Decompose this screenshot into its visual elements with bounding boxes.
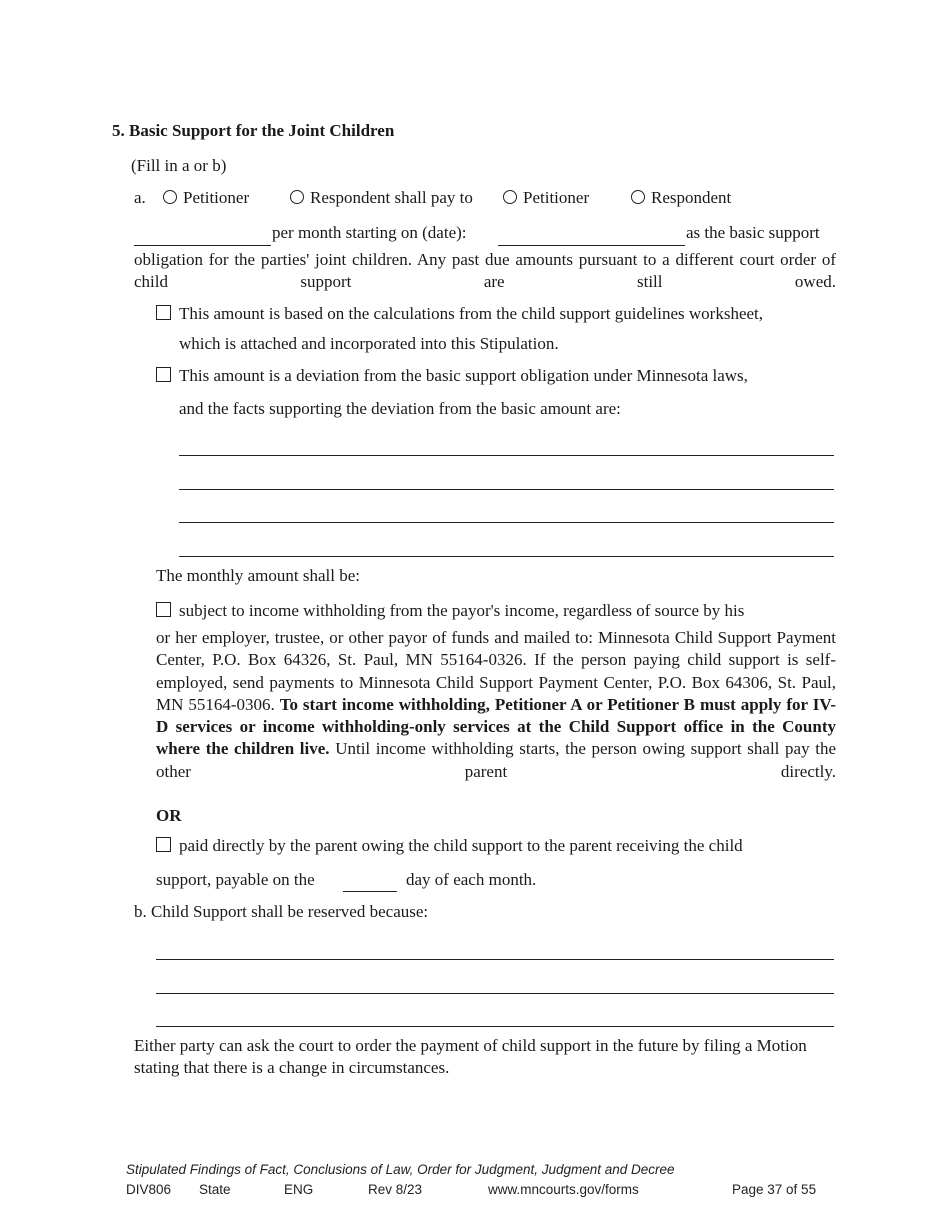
reserved-reason-line-2[interactable] xyxy=(156,993,834,994)
payee-petitioner-label: Petitioner xyxy=(523,188,590,207)
withholding-text-1: or her employer, trustee, or other payor of funds and mailed to: Minnesota Child Support Payment Center, P.O. Box 64326, St. Paul, MN 55164-0326. If the person paying child support is self-employed, send payments to Minnesota Child Support Payment Center, P.O. Box 64306, St. Paul, MN 55164-0306. xyxy=(156,628,836,714)
start-date-field[interactable] xyxy=(498,245,685,246)
deviation-checkbox[interactable] xyxy=(156,367,171,382)
direct-payment-checkbox[interactable] xyxy=(156,837,171,852)
monthly-amount-label: The monthly amount shall be: xyxy=(156,566,360,585)
deviation-facts-line-1[interactable] xyxy=(179,455,834,456)
payer-petitioner-option[interactable] xyxy=(163,188,249,208)
withholding-text-2: Until income withholding starts, the person owing support shall pay the other parent directly. xyxy=(156,739,836,781)
payer-respondent-radio[interactable] xyxy=(290,190,304,204)
footer-title: Stipulated Findings of Fact, Conclusions of Law, Order for Judgment, Judgment and Decree xyxy=(126,1162,675,1177)
footer-jurisdiction: State xyxy=(199,1182,231,1197)
worksheet-label-cont: which is attached and incorporated into this Stipulation. xyxy=(179,334,559,353)
payee-respondent-option[interactable] xyxy=(631,188,731,208)
reserved-reason-line-3[interactable] xyxy=(156,1026,834,1027)
or-separator: OR xyxy=(156,806,182,825)
footer-form-id: DIV806 xyxy=(126,1182,172,1197)
worksheet-label: This amount is based on the calculations from the child support guidelines worksheet, xyxy=(179,304,764,323)
withholding-option[interactable] xyxy=(156,601,744,621)
withholding-label: subject to income withholding from the payor's income, regardless of source by his xyxy=(179,601,745,620)
payee-respondent-radio[interactable] xyxy=(631,190,645,204)
payment-day-field[interactable] xyxy=(343,891,397,892)
worksheet-checkbox[interactable] xyxy=(156,305,171,320)
deviation-facts-line-4[interactable] xyxy=(179,556,834,557)
payer-petitioner-radio[interactable] xyxy=(163,190,177,204)
amount-field[interactable] xyxy=(134,245,271,246)
direct-payment-label: paid directly by the parent owing the child support to the parent receiving the child xyxy=(179,836,743,855)
payee-respondent-label: Respondent xyxy=(651,188,732,207)
deviation-facts-line-2[interactable] xyxy=(179,489,834,490)
obligation-text: obligation for the parties' joint children. Any past due amounts pursuant to a different court order of child support are still owed. xyxy=(134,250,836,292)
footer-revision: Rev 8/23 xyxy=(368,1182,423,1197)
per-month-label: per month starting on (date): xyxy=(272,223,467,242)
option-a-letter: a. xyxy=(134,188,146,207)
deviation-facts-line-3[interactable] xyxy=(179,522,834,523)
payer-respondent-label: Respondent shall pay to xyxy=(310,188,473,207)
basic-support-label: as the basic support xyxy=(686,223,820,242)
withholding-bold-text: To start income withholding, Petitioner A or Petitioner B must apply for IV-D services or income withholding-only services at the Child Support office in the County where the children live. xyxy=(156,694,836,759)
closing-text: Either party can ask the court to order the payment of child support in the future by filing a Motion stating that there is a change in circumstances. xyxy=(134,1036,807,1078)
fill-instruction: (Fill in a or b) xyxy=(131,156,227,175)
footer-website[interactable]: www.mncourts.gov/forms xyxy=(488,1182,639,1197)
worksheet-option[interactable] xyxy=(156,304,763,324)
payer-respondent-option[interactable] xyxy=(290,188,473,208)
withholding-details xyxy=(156,627,836,783)
deviation-option[interactable] xyxy=(156,366,748,386)
withholding-checkbox[interactable] xyxy=(156,602,171,617)
day-of-month-label: day of each month. xyxy=(406,870,537,889)
direct-payment-option[interactable] xyxy=(156,836,743,856)
payee-petitioner-radio[interactable] xyxy=(503,190,517,204)
section-title: 5. Basic Support for the Joint Children xyxy=(112,121,395,140)
reserved-reason-line-1[interactable] xyxy=(156,959,834,960)
payee-petitioner-option[interactable] xyxy=(503,188,589,208)
option-b-label: b. Child Support shall be reserved because: xyxy=(134,902,429,921)
direct-payable-label: support, payable on the xyxy=(156,870,315,889)
payer-petitioner-label: Petitioner xyxy=(183,188,250,207)
footer-page-number: Page 37 of 55 xyxy=(732,1182,817,1197)
footer-language: ENG xyxy=(284,1182,314,1197)
deviation-label-cont: and the facts supporting the deviation from the basic amount are: xyxy=(179,399,621,418)
deviation-label: This amount is a deviation from the basic support obligation under Minnesota laws, xyxy=(179,366,748,385)
